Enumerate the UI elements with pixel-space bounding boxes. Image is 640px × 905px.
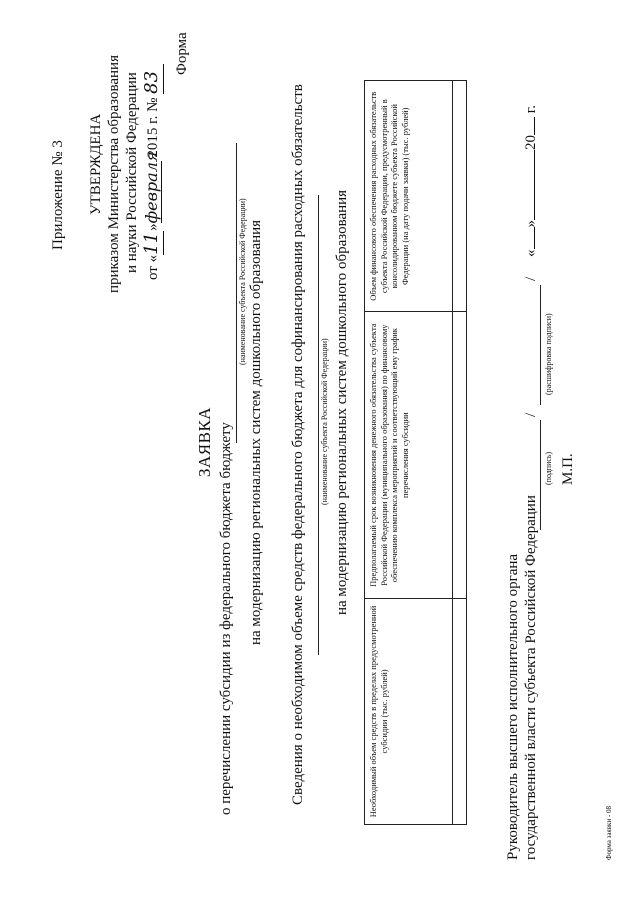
- col-obligation-term: Предполагаемый срок возникновения денежного обязательства субъекта Российской Федерации (муниципального образования) по финансовому обеспечению комплекса мероприятий и соответствующий ему график перечисления субсидии: [365, 312, 453, 598]
- date-month: февраля: [142, 151, 161, 224]
- request-line-2: на модернизацию региональных систем дошкольного образования: [248, 219, 264, 645]
- signer-role-line-1: Руководитель высшего исполнительного органа: [505, 553, 521, 860]
- funding-table: [364, 80, 467, 825]
- document-title: ЗАЯВКА: [195, 406, 214, 477]
- sign-date: «»20 г.: [523, 105, 539, 257]
- decode-caption: (расшифровка подписи): [544, 313, 553, 395]
- cell-obligation-term[interactable]: [453, 312, 467, 598]
- form-footer: Форма заявки - 08: [605, 805, 613, 860]
- approved-label: УТВЕРЖДЕНА: [88, 113, 104, 215]
- info-line-1: Сведения о необходимом объеме средств федерального бюджета для софинансирования расходных обязательств: [290, 84, 306, 805]
- slash-2: /: [523, 276, 539, 281]
- subject-caption-1: (наименование субъекта Российской Федерации): [238, 198, 247, 365]
- order-line-2: и науки Российской Федерации: [124, 72, 140, 273]
- stamp-label: М.П.: [560, 453, 576, 485]
- order-number: 83: [142, 64, 164, 94]
- col-consolidated-budget: Объем финансового обеспечения расходных обязательств субъекта Российской Федерации, предусмотренный в консолидированном бюджете субъекта Российской Федерации (на дату подачи заявки) (тыс. рублей): [365, 81, 453, 312]
- subject-name-line-2: [318, 195, 319, 655]
- signature-line: [540, 420, 541, 530]
- request-line-1: о перечислении субсидии из федерального бюджета бюджету: [218, 422, 234, 815]
- form-label: Форма: [174, 32, 190, 75]
- subject-name-line: [236, 143, 237, 443]
- col-required-amount: Необходимый объем средств в пределах предусмотренной субсидии (тыс. рублей): [365, 598, 453, 824]
- decode-line: [540, 285, 541, 405]
- order-date: от «11»февраля 2015 г. № 83: [142, 64, 164, 280]
- cell-consolidated-budget[interactable]: [453, 81, 467, 312]
- cell-required-amount[interactable]: [453, 598, 467, 824]
- date-day: 11: [141, 231, 162, 255]
- info-line-2: на модернизацию региональных систем дошкольного образования: [334, 189, 350, 615]
- signer-role-line-2: государственной власти субъекта Российской Федерации: [523, 495, 539, 860]
- appendix-title: Приложение № 3: [50, 140, 66, 250]
- order-line-1: приказом Министерства образования: [106, 55, 122, 293]
- slash-1: /: [523, 412, 539, 417]
- subject-caption-2: (наименование субъекта Российской Федерации): [320, 338, 329, 505]
- sign-caption: (подпись): [544, 451, 553, 485]
